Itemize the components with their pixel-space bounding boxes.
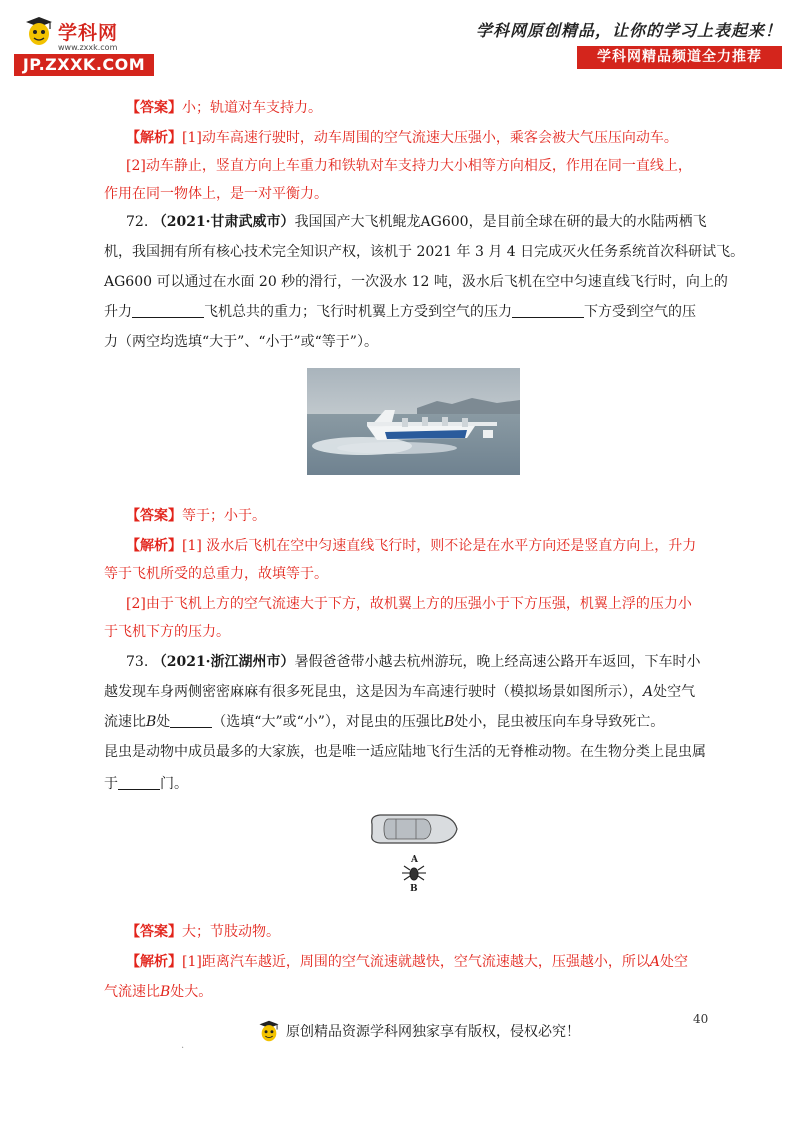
answer-blank bbox=[132, 304, 204, 318]
car-diagram-svg bbox=[366, 812, 460, 894]
footer-dot: . bbox=[181, 1040, 185, 1051]
label-a: A bbox=[411, 855, 418, 865]
q72-line-5: 力（两空均选填“大于”、“小于”或“等于”）。 bbox=[104, 334, 378, 350]
answer-blank bbox=[118, 776, 160, 790]
answer-blank bbox=[170, 714, 212, 728]
q72-answer bbox=[126, 506, 736, 526]
copyright-notice: 原创精品资源学科网独家享有版权，侵权必究！ bbox=[286, 1024, 580, 1040]
q73-line-5: 于 门。 bbox=[104, 776, 188, 792]
analysis-tag: 【解析】 bbox=[126, 130, 182, 146]
q73-analysis-cont: 气流速比B处大。 bbox=[104, 984, 213, 1000]
q73-analysis: 【解析】[1]距离汽车越近，周围的空气流速就越快，空气流速越大，压强越小，所以A处空 bbox=[126, 954, 688, 970]
q73-answer bbox=[126, 922, 736, 942]
q73-line-2: 越发现车身两侧密密麻麻有很多死昆虫，这是因为车高速行驶时（模拟场景如图所示），A处空气 bbox=[104, 684, 696, 700]
question-source: （2021·浙江湖州市） bbox=[152, 654, 295, 670]
header-banner: 学科网精品频道全力推荐 bbox=[577, 46, 782, 69]
q73-line-4: 昆虫是动物中成员最多的大家族，也是唯一适应陆地飞行生活的无脊椎动物。在生物分类上昆虫属 bbox=[104, 744, 706, 760]
answer-tag: 【答案】 bbox=[126, 508, 182, 524]
mascot-icon bbox=[258, 1018, 280, 1044]
question-number: 73. bbox=[126, 654, 149, 670]
question-number: 72. bbox=[126, 214, 149, 230]
zxxk-logo[interactable] bbox=[14, 14, 164, 74]
q72-analysis bbox=[126, 536, 736, 556]
q73-question bbox=[126, 652, 736, 672]
q72-analysis-p1-cont: 等于飞机所受的总重力，故填等于。 bbox=[104, 566, 328, 582]
answer-text: 等于；小于。 bbox=[182, 508, 266, 524]
answer-blank bbox=[512, 304, 584, 318]
q71-analysis-p2: [2]动车静止，竖直方向上车重力和铁轨对车支持力大小相等方向相反，作用在同一直线上， bbox=[126, 158, 692, 174]
analysis-tag: 【解析】 bbox=[126, 538, 182, 554]
q72-line-4: 升力 飞机总共的重力；飞行时机翼上方受到空气的压力 下方受到空气的压 bbox=[104, 304, 696, 320]
answer-text: 小；轨道对车支持力。 bbox=[182, 100, 322, 116]
question-text: 暑假爸爸带小越去杭州游玩，晚上经高速公路开车返回，下车时小 bbox=[294, 654, 701, 670]
header-slogan: 学科网原创精品，让你的学习上表起来！ bbox=[475, 21, 782, 40]
mascot-icon bbox=[24, 15, 54, 47]
answer-text: 大；节肢动物。 bbox=[182, 924, 280, 940]
q72-line-3: AG600 可以通过在水面 20 秒的滑行，一次汲水 12 吨，汲水后飞机在空中匀速直线飞行时，向上的 bbox=[104, 274, 728, 290]
page-header bbox=[0, 0, 800, 80]
q72-line-2: 机，我国拥有所有核心技术完全知识产权，该机于 2021 年 3 月 4 日完成灭火任务系统首次科研试飞。 bbox=[104, 244, 745, 260]
label-b: B bbox=[410, 884, 418, 894]
q71-answer bbox=[126, 98, 736, 118]
analysis-text: [1]动车高速行驶时，动车周围的空气流速大压强小，乘客会被大气压压向动车。 bbox=[182, 130, 678, 146]
q71-analysis-p2-cont: 作用在同一物体上，是一对平衡力。 bbox=[104, 186, 328, 202]
analysis-tag: 【解析】 bbox=[126, 954, 182, 970]
q72-analysis-p2-cont: 于飞机下方的压力。 bbox=[104, 624, 230, 640]
answer-tag: 【答案】 bbox=[126, 924, 182, 940]
q71-analysis bbox=[126, 128, 736, 148]
car-diagram bbox=[366, 812, 460, 894]
analysis-text: [1] 汲水后飞机在空中匀速直线飞行时，则不论是在水平方向还是竖直方向上，升力 bbox=[182, 538, 697, 554]
q72-analysis-p2: [2]由于飞机上方的空气流速大于下方，故机翼上方的压强小于下方压强，机翼上浮的压力小 bbox=[126, 596, 692, 612]
q73-line-3: 流速比B处 （选填“大”或“小”），对昆虫的压强比B处小，昆虫被压向车身导致死亡。 bbox=[104, 714, 665, 730]
answer-tag: 【答案】 bbox=[126, 100, 182, 116]
question-source: （2021·甘肃武威市） bbox=[152, 214, 295, 230]
page-footer bbox=[258, 1016, 580, 1046]
seaplane-photo bbox=[307, 368, 520, 475]
logo-small-url: www.zxxk.com bbox=[58, 43, 118, 52]
logo-name: 学科网 bbox=[58, 21, 119, 44]
q72-question bbox=[126, 212, 736, 232]
page-number: 40 bbox=[693, 1012, 709, 1026]
insect-icon bbox=[402, 866, 426, 880]
question-text: 我国国产大飞机鲲龙AG600，是目前全球在研的最大的水陆两栖飞 bbox=[294, 214, 707, 230]
logo-url: JP.ZXXK.COM bbox=[14, 54, 154, 76]
seaplane-image bbox=[307, 368, 520, 475]
